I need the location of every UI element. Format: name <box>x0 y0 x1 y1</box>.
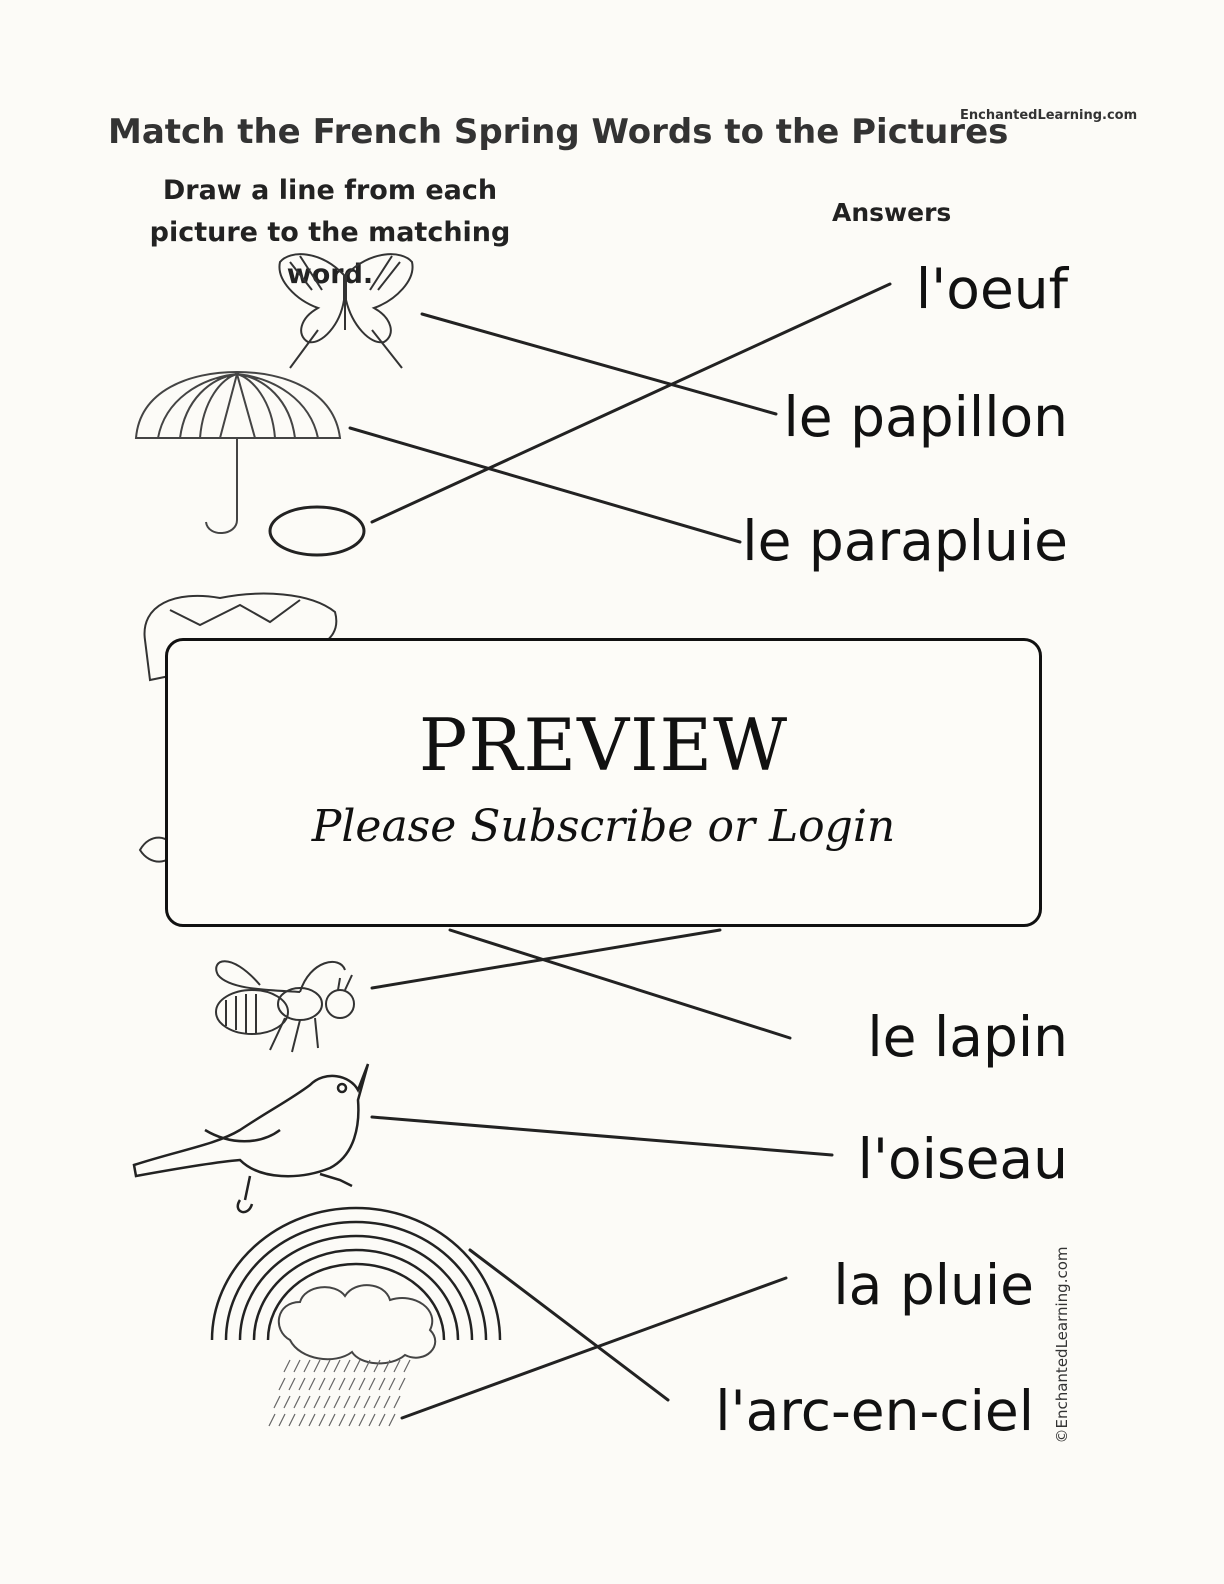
word-oiseau: l'oiseau <box>857 1127 1068 1191</box>
egg-icon <box>270 507 364 555</box>
answers-label: Answers <box>832 198 952 227</box>
answer-line <box>372 1117 832 1155</box>
bird-icon <box>134 1064 368 1212</box>
worksheet-title: Match the French Spring Words to the Pictures <box>108 112 1009 152</box>
instruction-line-1: Draw a line from each <box>162 175 498 206</box>
answer-line <box>422 314 776 414</box>
preview-title: PREVIEW <box>418 703 789 787</box>
subscribe-login-link[interactable]: Please Subscribe or Login <box>311 801 896 852</box>
umbrella-icon <box>136 372 340 533</box>
word-papillon: le papillon <box>783 385 1068 449</box>
answer-line <box>350 428 740 542</box>
rainbow-icon <box>212 1208 500 1340</box>
copyright-text: ©EnchantedLearning.com <box>1053 1246 1071 1444</box>
rain-cloud-icon <box>269 1285 435 1426</box>
word-arc-en-ciel: l'arc-en-ciel <box>715 1379 1034 1443</box>
preview-overlay[interactable] <box>165 638 1042 927</box>
word-lapin: le lapin <box>867 1005 1068 1069</box>
bee-icon <box>216 961 354 1052</box>
butterfly-icon <box>279 254 412 368</box>
instruction-line-2: picture to the matching word. <box>149 217 511 290</box>
word-oeuf: l'oeuf <box>915 257 1068 321</box>
word-parapluie: le parapluie <box>742 509 1068 573</box>
word-pluie: la pluie <box>833 1253 1034 1317</box>
site-name[interactable]: EnchantedLearning.com <box>960 108 1138 123</box>
